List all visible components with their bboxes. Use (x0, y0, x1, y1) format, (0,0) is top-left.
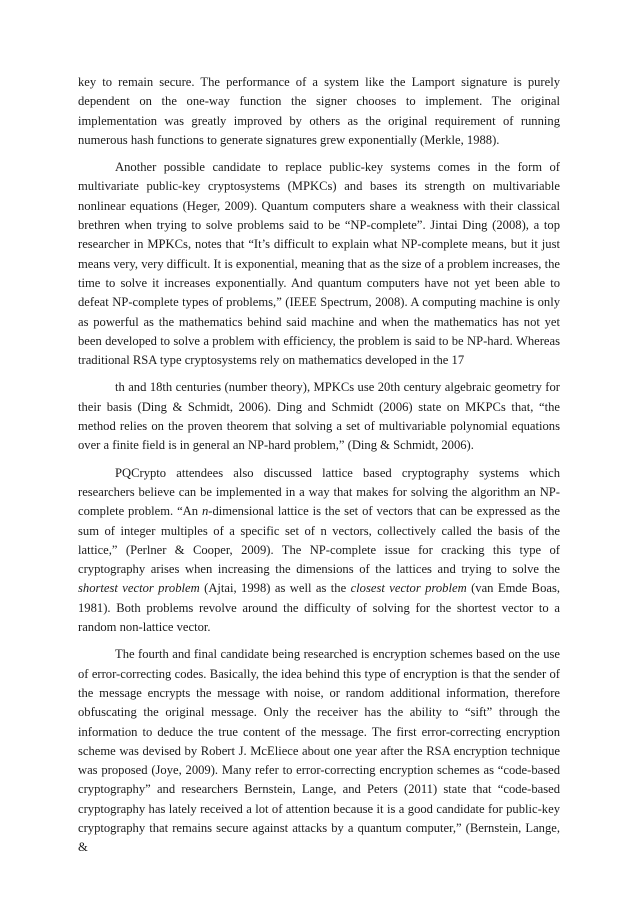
paragraph-lattice (78, 464, 560, 638)
document-body (78, 73, 560, 858)
text-run: Another possible candidate to replace public-key systems comes in the form of multivariate public-key cryptosystems (MPKCs) and bases its strength on multivariable nonlinear equations (Heger, 2009). Quantum computers share a weakness with their classical brethren when trying to solve problems said to be “NP-complete”. Jintai Ding (2008), a top researcher in MPKCs, notes that “It’s difficult to explain what NP-complete means, but it just means very, very difficult. It is exponential, meaning that as the size of a problem increases, the time to solve it increases exponentially. And quantum computers have not yet been able to defeat NP-complete types of problems,” (IEEE Spectrum, 2008). A computing machine is only as powerful as the mathematics behind said machine and when the mathematics has not yet been developed to solve a problem with efficiency, the problem is said to be NP-hard. Whereas traditional RSA type cryptosystems rely on mathematics developed in the 17 (78, 160, 560, 368)
text-run: The fourth and final candidate being researched is encryption schemes based on the use of error-correcting codes. Basically, the idea behind this type of encryption is that the sender of the message encrypts the message with noise, or random additional information, therefore obfuscating the original message. Only the receiver has the ability to “sift” through the information to deduce the true content of the message. The first error-correcting encryption scheme was devised by Robert J. McEliece about one year after the RSA encryption technique was proposed (Joye, 2009). Many refer to error-correcting encryption schemes as “code-based cryptography” and researchers Bernstein, Lange, and Peters (2011) state that “code-based cryptography has lately received a lot of attention because it is a good candidate for public-key cryptography that remains secure against attacks by a quantum computer,” (Bernstein, Lange, & (78, 647, 560, 855)
text-run: (Ajtai, 1998) as well as the (199, 581, 351, 596)
text-run: -dimensional lattice is the set of vectors that can be expressed as the sum of integer multiples of a specific set of n vectors, collectively called the basis of the lattice,” (Perlner & Cooper, 2009). The NP-complete issue for cracking this type of cryptography arises when increasing the dimensions of the lattices and trying to solve the (78, 504, 561, 577)
text-run: th and 18th centuries (number theory), MPKCs use 20th century algebraic geometry for their basis (Ding & Schmidt, 2006). Ding and Schmidt (2006) state on MKPCs that, “the method relies on the proven theorem that solving a set of multivariable polynomial equations over a finite field is in general an NP-hard problem,” (Ding & Schmidt, 2006). (78, 380, 560, 453)
text-run: (van Emde Boas, 1981). Both problems revolve around the difficulty of solving for the shortest vector to a random non-lattice vector. (78, 581, 561, 635)
text-run: PQCrypto attendees also discussed lattice based cryptography systems which researchers believe can be implemented in a way that makes for solving the algorithm an NP-complete problem. “An (78, 465, 560, 519)
italic-term: n (201, 504, 209, 519)
italic-term: shortest vector problem (78, 581, 200, 596)
paragraph-error-correcting (78, 645, 560, 857)
paragraph-centuries (78, 378, 560, 455)
paragraph-mpkc (78, 158, 560, 370)
paragraph-lamport-signature (78, 73, 560, 150)
text-run: key to remain secure. The performance of a system like the Lamport signature is purely dependent on the one-way function the signer chooses to implement. The original implementation was greatly improved by others as the original requirement of running numerous hash functions to generate signatures grew exponentially (Merkle, 1988). (78, 75, 560, 147)
italic-term: closest vector problem (350, 581, 467, 596)
